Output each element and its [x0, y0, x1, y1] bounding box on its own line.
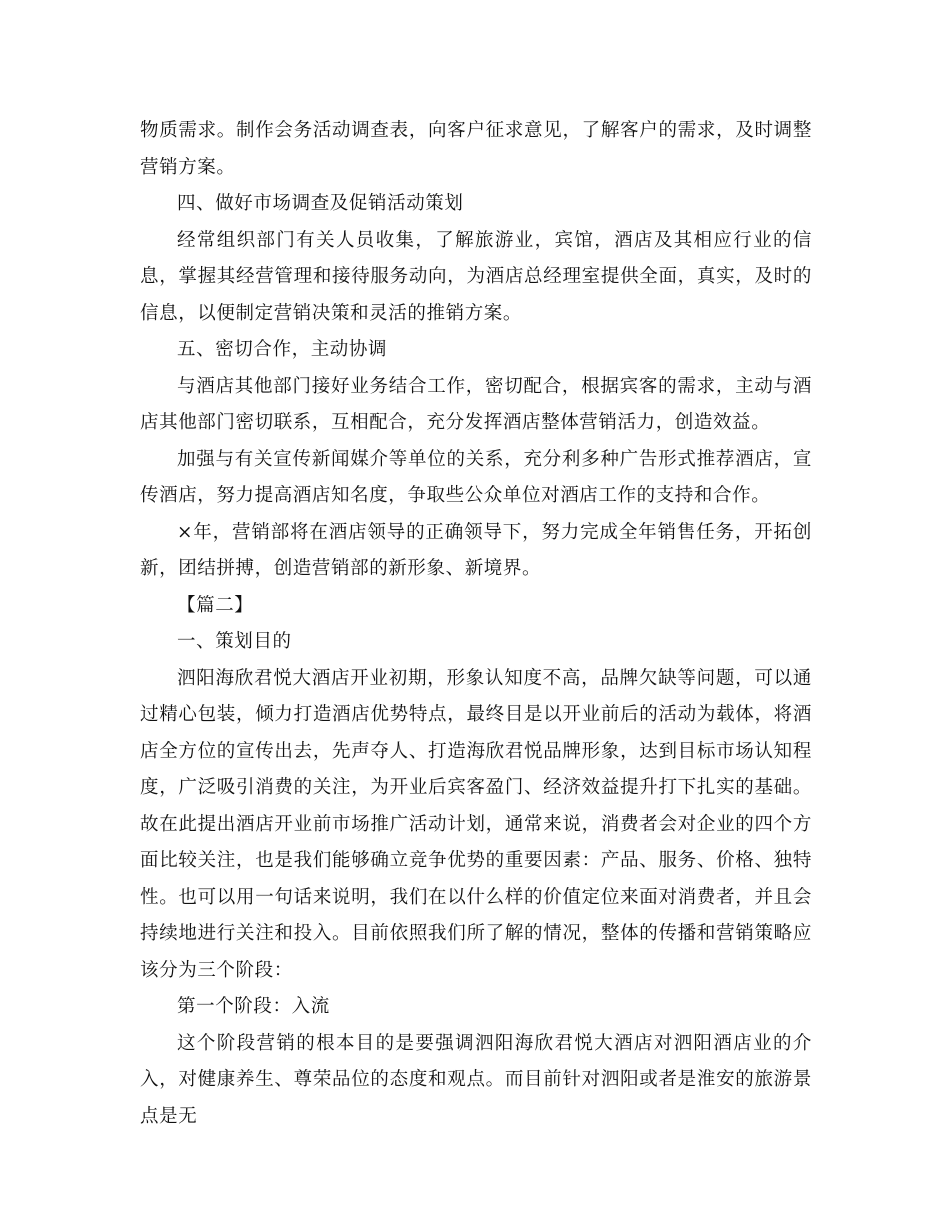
document-body — [140, 113, 812, 1135]
paragraph: 加强与有关宣传新闻媒介等单位的关系，充分利多种广告形式推荐酒店，宣传酒店，努力提高酒店知名度，争取些公众单位对酒店工作的支持和合作。 — [140, 448, 812, 506]
paragraph: 一、策划目的 — [177, 631, 292, 652]
paragraph: 经常组织部门有关人员收集，了解旅游业，宾馆，酒店及其相应行业的信息，掌握其经营管理和接待服务动向，为酒店总经理室提供全面，真实，及时的信息，以便制定营销决策和灵活的推销方案。 — [140, 229, 812, 324]
paragraph: ×年，营销部将在酒店领导的正确领导下，努力完成全年销售任务，开拓创新，团结拼搏，创造营销部的新形象、新境界。 — [140, 521, 812, 579]
paragraph: 第一个阶段：入流 — [177, 996, 330, 1017]
paragraph: 【篇二】 — [177, 594, 254, 616]
paragraph: 与酒店其他部门接好业务结合工作，密切配合，根据宾客的需求，主动与酒店其他部门密切联系，互相配合，充分发挥酒店整体营销活力，创造效益。 — [140, 375, 812, 433]
paragraph: 物质需求。制作会务活动调查表，向客户征求意见，了解客户的需求，及时调整营销方案。 — [140, 120, 812, 178]
paragraph: 五、密切合作，主动协调 — [177, 339, 388, 360]
paragraph: 这个阶段营销的根本目的是要强调泗阳海欣君悦大酒店对泗阳酒店业的介入，对健康养生、尊荣品位的态度和观点。而目前针对泗阳或者是淮安的旅游景点是无 — [140, 1032, 812, 1127]
paragraph: 泗阳海欣君悦大酒店开业初期，形象认知度不高，品牌欠缺等问题，可以通过精心包装，倾力打造酒店优势特点，最终目是以开业前后的活动为载体，将酒店全方位的宣传出去，先声夺人、打造海欣君悦品牌形象，达到目标市场认知程度，广泛吸引消费的关注，为开业后宾客盈门、经济效益提升打下扎实的基础。故在此提出酒店开业前市场推广活动计划，通常来说，消费者会对企业的四个方面比较关注，也是我们能够确立竞争优势的重要因素：产品、服务、价格、独特性。也可以用一句话来说明，我们在以什么样的价值定位来面对消费者，并且会持续地进行关注和投入。目前依照我们所了解的情况，整体的传播和营销策略应该分为三个阶段： — [140, 667, 812, 981]
paragraph: 四、做好市场调查及促销活动策划 — [177, 193, 464, 214]
